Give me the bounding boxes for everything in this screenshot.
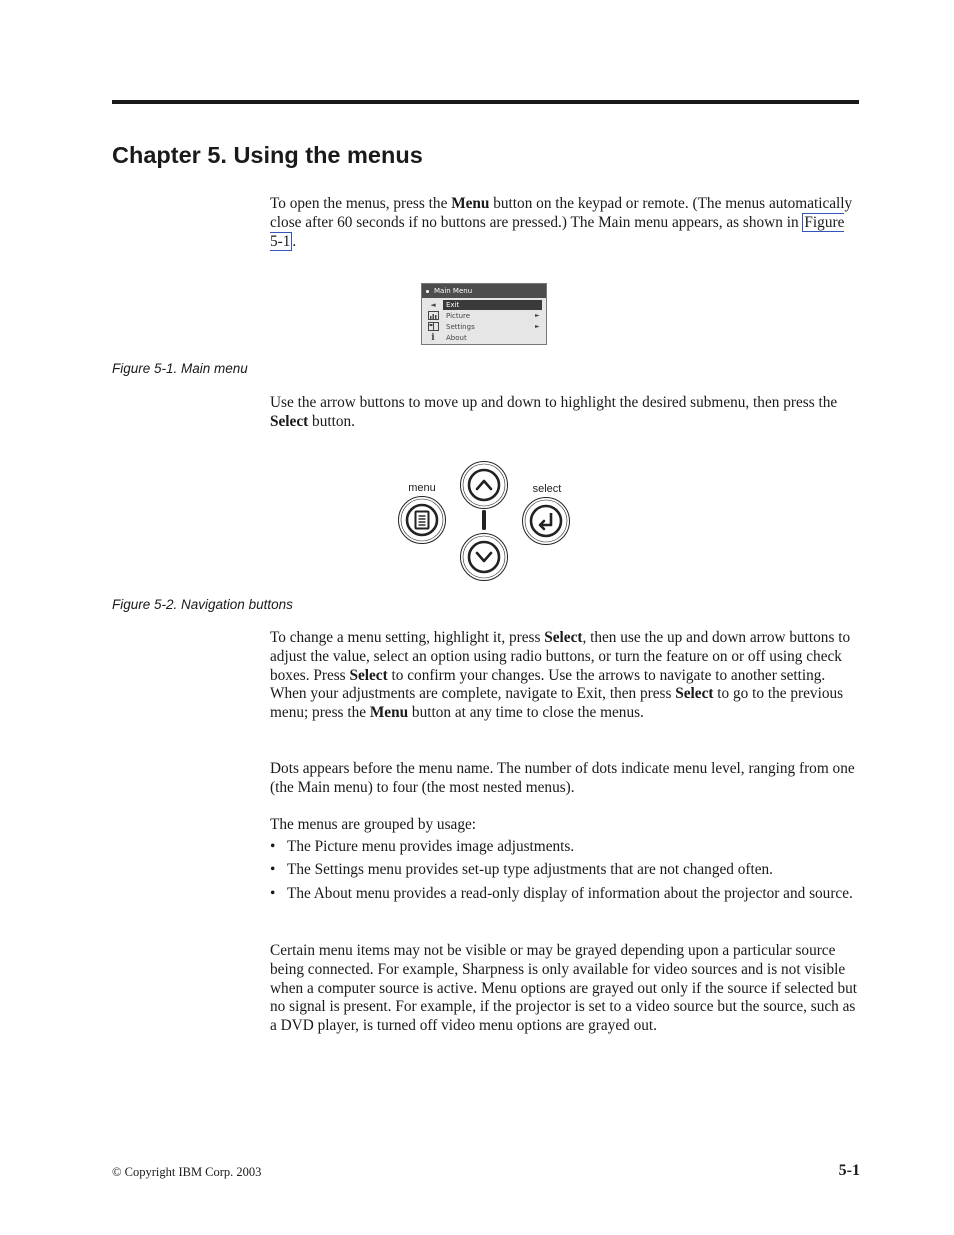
menu-button-label: menu: [408, 482, 436, 494]
page-number: 5-1: [838, 1162, 860, 1179]
list-item: • The About menu provides a read-only display of information about the projector and source.: [270, 884, 853, 902]
grayed-items-paragraph: Certain menu items may not be visible or may be grayed depending upon a particular source being connected. For example, Sharpness is only available for video sources and is not visible when a computer source is active. Menu options are grayed out only if the source if selected but no signal is present. For example, if the projector is set to a video source but the source, such as a DVD player, is turned off video menu options are grayed out.: [270, 942, 858, 1035]
main-menu-header: Main Menu: [422, 284, 546, 298]
back-arrow-icon: ◄: [430, 301, 436, 309]
menu-item-exit: ◄ Exit: [422, 300, 546, 310]
info-icon: i: [431, 333, 435, 343]
bullet-icon: •: [270, 884, 276, 902]
menu-button: [399, 497, 446, 544]
figure-5-1-caption: Figure 5-1. Main menu: [112, 361, 248, 376]
list-item: • The Settings menu provides set-up type adjustments that are not changed often.: [270, 861, 773, 879]
top-rule: [112, 100, 859, 104]
arrow-buttons-paragraph: Use the arrow buttons to move up and down to highlight the desired submenu, then press the Select button.: [270, 394, 838, 430]
main-menu-figure: [421, 283, 547, 345]
copyright-footer: © Copyright IBM Corp. 2003: [112, 1165, 262, 1179]
dots-paragraph: Dots appears before the menu name. The number of dots indicate menu level, ranging from one (the Main menu) to four (the most nested menus).: [270, 760, 855, 796]
bullet-icon: •: [270, 861, 276, 879]
submenu-arrow-icon: ►: [535, 323, 540, 330]
figure-5-1-link[interactable]: Figure 5-1: [270, 213, 845, 250]
figure-5-2-caption: Figure 5-2. Navigation buttons: [112, 597, 293, 612]
submenu-arrow-icon: ►: [535, 312, 540, 319]
menu-level-dot-icon: [426, 290, 429, 293]
bullet-icon: •: [270, 838, 276, 855]
menu-groups-list: [270, 838, 860, 908]
navigation-buttons-figure: [396, 459, 576, 585]
list-item: • The Picture menu provides image adjustments.: [270, 838, 575, 855]
select-button: [523, 498, 570, 545]
chapter-title: Chapter 5. Using the menus: [112, 142, 423, 168]
grouped-by-usage-paragraph: The menus are grouped by usage:: [270, 816, 477, 833]
menu-item-picture: Picture ►: [422, 311, 546, 321]
rocker-divider: [482, 510, 486, 530]
select-button-label: select: [532, 483, 562, 495]
change-setting-paragraph: To change a menu setting, highlight it, press Select, then use the up and down arrow buttons to adjust the value, select an option using radio buttons, or turn the feature on or off using check boxes. Press Select to confirm your changes. Use the arrows to navigate to another setting. When your adjustments are complete, navigate to Exit, then press Select to go to the previous menu; press the Menu button at any time to close the menus.: [270, 629, 851, 722]
up-arrow-button: [461, 462, 508, 509]
intro-paragraph: To open the menus, press the Menu button on the keypad or remote. (The menus automatically close after 60 seconds if no buttons are pressed.) The Main menu appears, as shown in Figure 5-1 .: [270, 195, 853, 250]
menu-item-settings: Settings ►: [422, 322, 546, 332]
down-arrow-button: [461, 534, 508, 581]
menu-item-about: i About: [422, 333, 546, 343]
